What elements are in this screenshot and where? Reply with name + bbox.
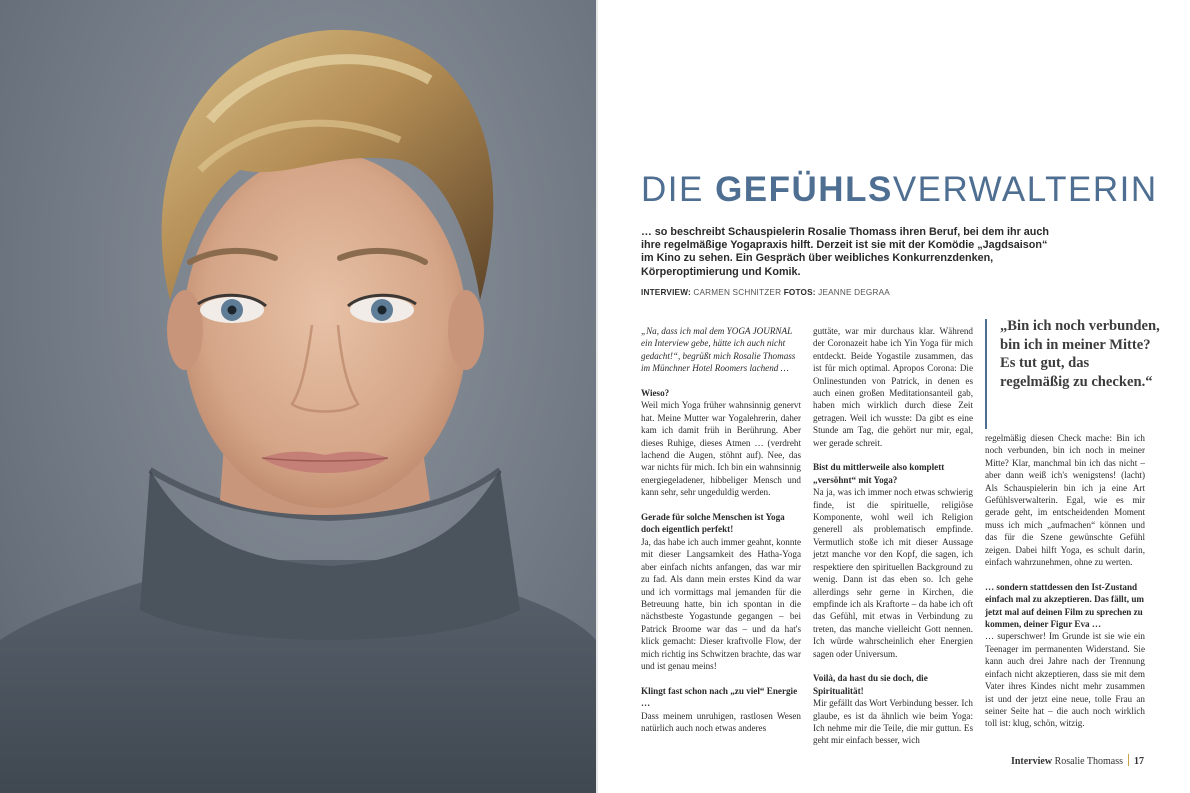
text-column-2 bbox=[813, 325, 973, 747]
intro-paragraph: „Na, dass ich mal dem YOGA JOURNAL ein Interview gebe, hätte ich auch nicht gedacht!“, begrüßt mich Rosalie Thomass im Münchner Hotel Roomers lachend … bbox=[641, 326, 796, 374]
footer-section: Interview bbox=[1010, 756, 1053, 767]
pull-quote-text: „Bin ich noch verbunden, bin ich in meiner Mitte? Es tut gut, das regelmäßig zu checken.“ bbox=[1000, 318, 1160, 390]
question: Wieso? bbox=[641, 388, 670, 399]
photos-label: FOTOS: bbox=[783, 288, 816, 297]
question: … sondern stattdessen den Ist-Zustand einfach mal zu akzeptieren. Das fällt, um jetzt mal auf deinen Film zu sprechen zu kommen, deiner Figur Eva … bbox=[985, 581, 1144, 630]
pull-quote-rule bbox=[985, 319, 987, 429]
answer: Dass meinem unruhigen, rastlosen Wesen natürlich auch noch etwas anderes bbox=[641, 710, 801, 733]
interview-label: INTERVIEW: bbox=[641, 288, 691, 297]
footer-separator bbox=[1128, 754, 1129, 766]
title-light-part: DIE bbox=[641, 170, 716, 209]
interview-name: CARMEN SCHNITZER bbox=[690, 288, 784, 297]
question: Bist du mittlerweile also komplett „versöhnt“ mit Yoga? bbox=[813, 462, 945, 485]
answer: Na ja, was ich immer noch etwas schwierig finde, ist die spirituelle, religiöse Komponente, wohl weil ich Religion generell als problematisch empfinde. Vermutlich stoße ich mit dieser Aussage jetzt manche vor den Kopf, die sagen, ich respektiere den spirituellen Background zu wenig. Dann ist das eben so. Ich gehe allerdings sehr gerne in Kirchen, die empfinde ich als Kraftorte – da habe ich oft das Gefühl, mit etwas in Verbindung zu treten, das manche vielleicht Gott nennen. Ich würde wahrscheinlich eher Energien sagen oder Universum. bbox=[813, 487, 973, 659]
text-column-1 bbox=[641, 325, 801, 734]
photos-name: JEANNE DEGRAA bbox=[815, 288, 890, 297]
answer: Weil mich Yoga früher wahnsinnig genervt hat. Meine Mutter war Yogalehrerin, daher kam ich damit früh in Berührung. Aber dieses Ruhige, dieses Atmen … (verdreht lachend die Augen, stöhnt auf). Nee, das war nichts für mich. Ich bin ein wahnsinnig energiegeladener, hibbeliger Mensch und kann sehr, sehr ungeduldig werden. bbox=[641, 400, 801, 498]
footer-name: Rosalie Thomass bbox=[1052, 756, 1123, 767]
article-title bbox=[641, 168, 1161, 218]
page-footer bbox=[1011, 754, 1144, 767]
article-credits bbox=[641, 288, 1061, 297]
page-gutter bbox=[596, 0, 598, 793]
text-column-3 bbox=[985, 432, 1145, 730]
answer: regelmäßig diesen Check mache: Bin ich noch verbunden, bin ich noch in meiner Mitte? Klar, manchmal bin ich das nicht – aber dann weiß ich's wenigstens! (lacht) Als Schauspielerin bin ich ja eine Art Gefühlsverwalterin. Egal, wie es mir gerade geht, im entscheidenden Moment muss ich mich „aufmachen“ können und das für die Szene gewünschte Gefühl zeigen. Dabei hilft Yoga, es schult darin, einfach wahrzunehmen, ohne zu werten. bbox=[985, 433, 1145, 568]
answer: … superschwer! Im Grunde ist sie wie ein Teenager im permanenten Widerstand. Sie kann auch drei Jahre nach der Trennung einfach nicht akzeptieren, dass sie mit dem Vater ihres Kindes nicht mehr zusammen ist und der jetzt eine neue, tolle Frau an seiner Seite hat – die auch noch wirklich toll ist: klug, schön, witzig. bbox=[985, 631, 1145, 729]
pull-quote bbox=[985, 317, 1160, 429]
title-light-part-2: VERWALTERIN bbox=[892, 170, 1158, 209]
answer: Ja, das habe ich auch immer geahnt, konnte mit dieser Langsamkeit des Hatha-Yoga aber einfach nichts anfangen, das war mir zu fad. Als dann mein erstes Kind da war und ich vormittags mal jemanden für die Betreuung hatte, bin ich spontan in die nächstbeste Yogastunde gegangen – bei Patrick Broome war das – und da hat's klick gemacht: Dieser kraftvolle Flow, der mich richtig ins Schwitzen brachte, das war und ist genau meins! bbox=[641, 536, 801, 671]
question: Gerade für solche Menschen ist Yoga doch eigentlich perfekt! bbox=[641, 512, 785, 535]
question: Voilà, da hast du sie doch, die Spiritualität! bbox=[813, 673, 928, 696]
article-lead: … so beschreibt Schauspielerin Rosalie Thomass ihren Beruf, bei dem ihr auch ihre regelmäßige Yogapraxis hilft. Derzeit ist sie mit der Komödie „Jagdsaison“ im Kino zu sehen. Ein Gespräch über weibliches Konkurrenzdenken, Körperoptimierung und Komik. bbox=[641, 226, 1049, 278]
page-number: 17 bbox=[1134, 756, 1144, 767]
title-bold-part: GEFÜHLS bbox=[715, 170, 893, 209]
question: Klingt fast schon nach „zu viel“ Energie … bbox=[641, 685, 798, 709]
answer: Mir gefällt das Wort Verbindung besser. Ich glaube, es ist da ähnlich wie beim Yoga: Ich nehme mir die Teile, die mir guttun. Es geht mir einfach besser, wich bbox=[813, 698, 973, 746]
answer: guttäte, war mir durchaus klar. Während der Coronazeit habe ich Yin Yoga für mich entdeckt. Beide Yogastile zusammen, das ist für mich optimal. Apropos Corona: Die Onlinestunden von Patrick, in denen es auch einen großen Meditationsanteil gab, haben mich wirklich durch diese Zeit getragen. Weil ich wusste: Da gibt es eine Stunde am Tag, die gehört nur mir, egal, wer gerade schreit. bbox=[813, 326, 973, 448]
